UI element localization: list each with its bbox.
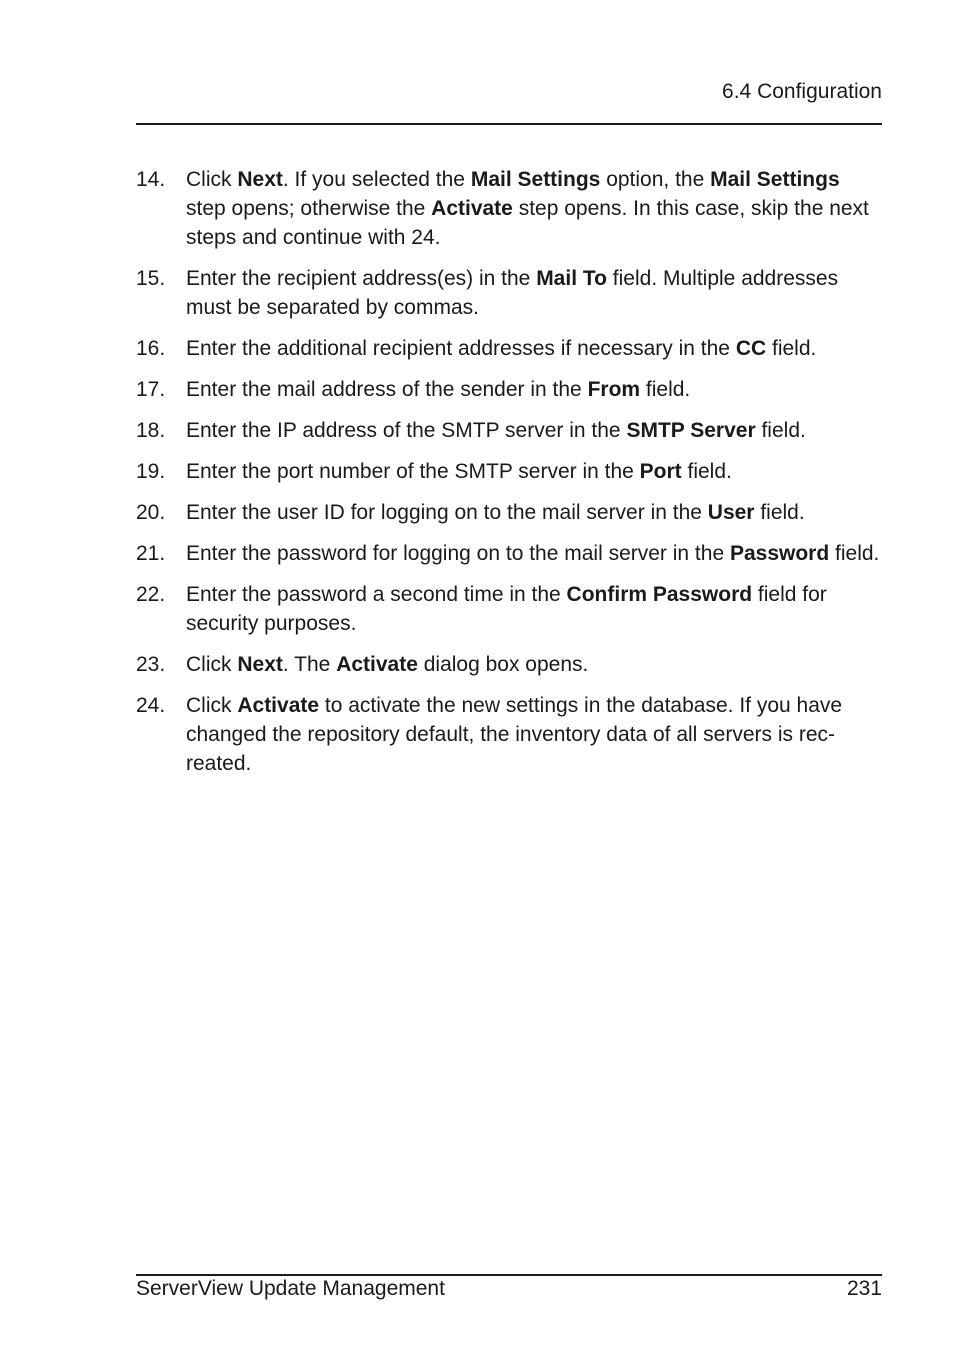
step-item bbox=[136, 416, 882, 445]
step-number: 23. bbox=[136, 653, 166, 676]
ui-term: CC bbox=[735, 337, 767, 360]
step-text-run: to activate the new settings in the database. If you have changed the repository default, the inventory data of all servers is rec-reated. bbox=[186, 694, 843, 775]
step-text-run: Enter the password a second time in the bbox=[186, 583, 567, 606]
page-footer bbox=[136, 1275, 882, 1303]
step-text bbox=[186, 378, 690, 401]
step-text-run: Enter the user ID for logging on to the mail server in the bbox=[186, 501, 708, 524]
ui-term: Next bbox=[237, 653, 283, 676]
step-number: 19. bbox=[136, 460, 166, 483]
step-item bbox=[136, 580, 882, 638]
ui-term: From bbox=[587, 378, 641, 401]
step-number: 14. bbox=[136, 168, 166, 191]
step-text-run: field. bbox=[681, 460, 732, 483]
step-text-run: Enter the port number of the SMTP server in the bbox=[186, 460, 640, 483]
step-text bbox=[186, 653, 588, 676]
step-item bbox=[136, 539, 882, 568]
ui-term: Confirm Password bbox=[566, 583, 753, 606]
step-item bbox=[136, 165, 882, 252]
step-text-run: Enter the recipient address(es) in the bbox=[186, 267, 537, 290]
step-text bbox=[186, 419, 806, 442]
step-item bbox=[136, 498, 882, 527]
step-text-run: field. Multiple addresses must be separated by commas. bbox=[186, 267, 839, 319]
step-item bbox=[136, 375, 882, 404]
step-item bbox=[136, 264, 882, 322]
ui-term: Mail To bbox=[536, 267, 607, 290]
step-text-run: Click bbox=[186, 168, 238, 191]
step-item bbox=[136, 650, 882, 679]
step-text bbox=[186, 694, 842, 775]
step-text-run: option, the bbox=[600, 168, 711, 191]
step-text bbox=[186, 460, 732, 483]
ui-term: Password bbox=[729, 542, 830, 565]
ui-term: SMTP Server bbox=[626, 419, 756, 442]
step-text-run: step opens; otherwise the bbox=[186, 197, 432, 220]
step-number: 16. bbox=[136, 337, 166, 360]
step-text bbox=[186, 583, 827, 635]
step-text-run: field. bbox=[755, 419, 806, 442]
step-item bbox=[136, 334, 882, 363]
step-number: 15. bbox=[136, 267, 166, 290]
page-number: 231 bbox=[846, 1277, 882, 1300]
step-text-run: Enter the additional recipient addresses if necessary in the bbox=[186, 337, 736, 360]
step-number: 21. bbox=[136, 542, 166, 565]
step-text-run: Enter the IP address of the SMTP server in the bbox=[186, 419, 627, 442]
step-list bbox=[136, 165, 882, 790]
step-item bbox=[136, 457, 882, 486]
ui-term: Activate bbox=[431, 197, 513, 220]
step-text-run: field for security purposes. bbox=[186, 583, 827, 635]
step-text-run: step opens. In this case, skip the next steps and continue with 24. bbox=[186, 197, 869, 249]
ui-term: Next bbox=[237, 168, 283, 191]
step-number: 24. bbox=[136, 694, 166, 717]
ui-term: Port bbox=[639, 460, 682, 483]
step-text-run: Enter the mail address of the sender in the bbox=[186, 378, 588, 401]
step-number: 18. bbox=[136, 419, 166, 442]
footer-product-name: ServerView Update Management bbox=[136, 1277, 445, 1300]
step-number: 22. bbox=[136, 583, 166, 606]
step-text bbox=[186, 267, 838, 319]
running-header: 6.4 Configuration bbox=[722, 80, 882, 103]
step-text-run: field. bbox=[754, 501, 805, 524]
step-text-run: Click bbox=[186, 694, 238, 717]
step-text-run: field. bbox=[640, 378, 691, 401]
step-number: 17. bbox=[136, 378, 166, 401]
step-item bbox=[136, 691, 882, 778]
ui-term: Activate bbox=[237, 694, 320, 717]
header-divider bbox=[136, 123, 882, 125]
step-text-run: dialog box opens. bbox=[417, 653, 589, 676]
step-text-run: . The bbox=[282, 653, 337, 676]
step-text-run: field. bbox=[766, 337, 817, 360]
step-text bbox=[186, 337, 816, 360]
step-number: 20. bbox=[136, 501, 166, 524]
step-text bbox=[186, 542, 879, 565]
ui-term: Activate bbox=[336, 653, 418, 676]
step-text-run: Click bbox=[186, 653, 238, 676]
ui-term: User bbox=[707, 501, 755, 524]
ui-term: Mail Settings bbox=[470, 168, 601, 191]
step-text bbox=[186, 168, 869, 249]
step-text-run: field. bbox=[829, 542, 880, 565]
step-text-run: . If you selected the bbox=[282, 168, 471, 191]
step-text-run: Enter the password for logging on to the mail server in the bbox=[186, 542, 730, 565]
ui-term: Mail Settings bbox=[710, 168, 840, 191]
step-text bbox=[186, 501, 805, 524]
